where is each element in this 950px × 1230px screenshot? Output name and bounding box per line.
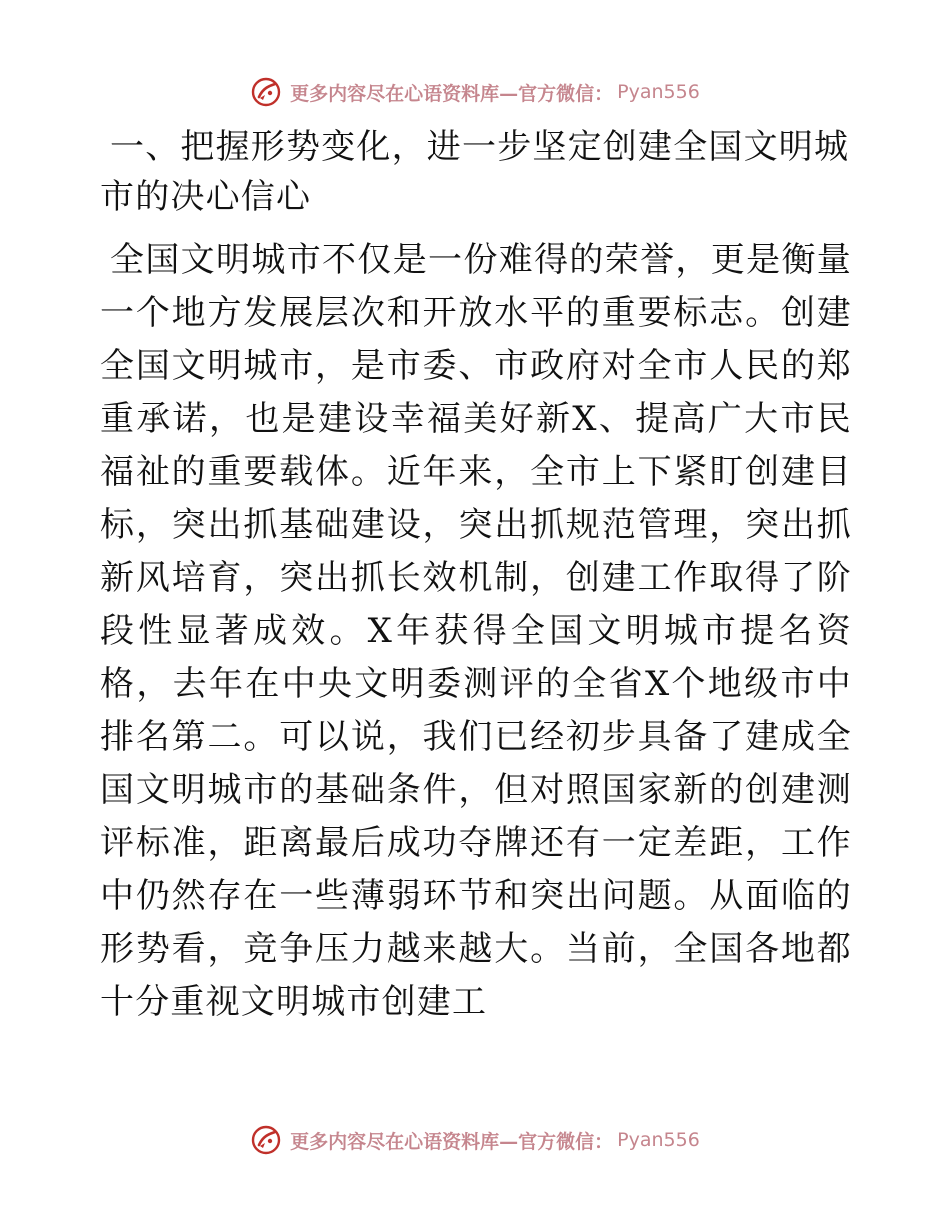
header-wechat-id: Pyan556 <box>617 81 700 103</box>
footer-wechat-id: Pyan556 <box>617 1129 700 1151</box>
brand-logo-icon <box>250 1124 282 1156</box>
footer-banner-text: 更多内容尽在心语资料库—官方微信： <box>290 1130 614 1153</box>
header-banner <box>0 72 950 112</box>
document-body <box>100 122 852 1029</box>
section-heading: 一、把握形势变化，进一步坚定创建全国文明城市的决心信心 <box>100 127 850 217</box>
header-banner-text: 更多内容尽在心语资料库—官方微信： <box>290 82 614 105</box>
body-paragraph: 全国文明城市不仅是一份难得的荣誉，更是衡量一个地方发展层次和开放水平的重要标志。创建全国文明城市，是市委、市政府对全市人民的郑重承诺，也是建设幸福美好新X、提高广大市民福祉的重要载体。近年来，全市上下紧盯创建目标，突出抓基础建设，突出抓规范管理，突出抓新风培育，突出抓长效机制，创建工作取得了阶段性显著成效。X年获得全国文明城市提名资格，去年在中央文明委测评的全省X个地级市中排名第二。可以说，我们已经初步具备了建成全国文明城市的基础条件，但对照国家新的创建测评标准，距离最后成功夺牌还有一定差距，工作中仍然存在一些薄弱环节和突出问题。从面临的形势看，竞争压力越来越大。当前，全国各地都十分重视文明城市创建工 <box>100 240 852 1022</box>
footer-banner <box>0 1120 950 1160</box>
brand-logo-icon <box>250 76 282 108</box>
